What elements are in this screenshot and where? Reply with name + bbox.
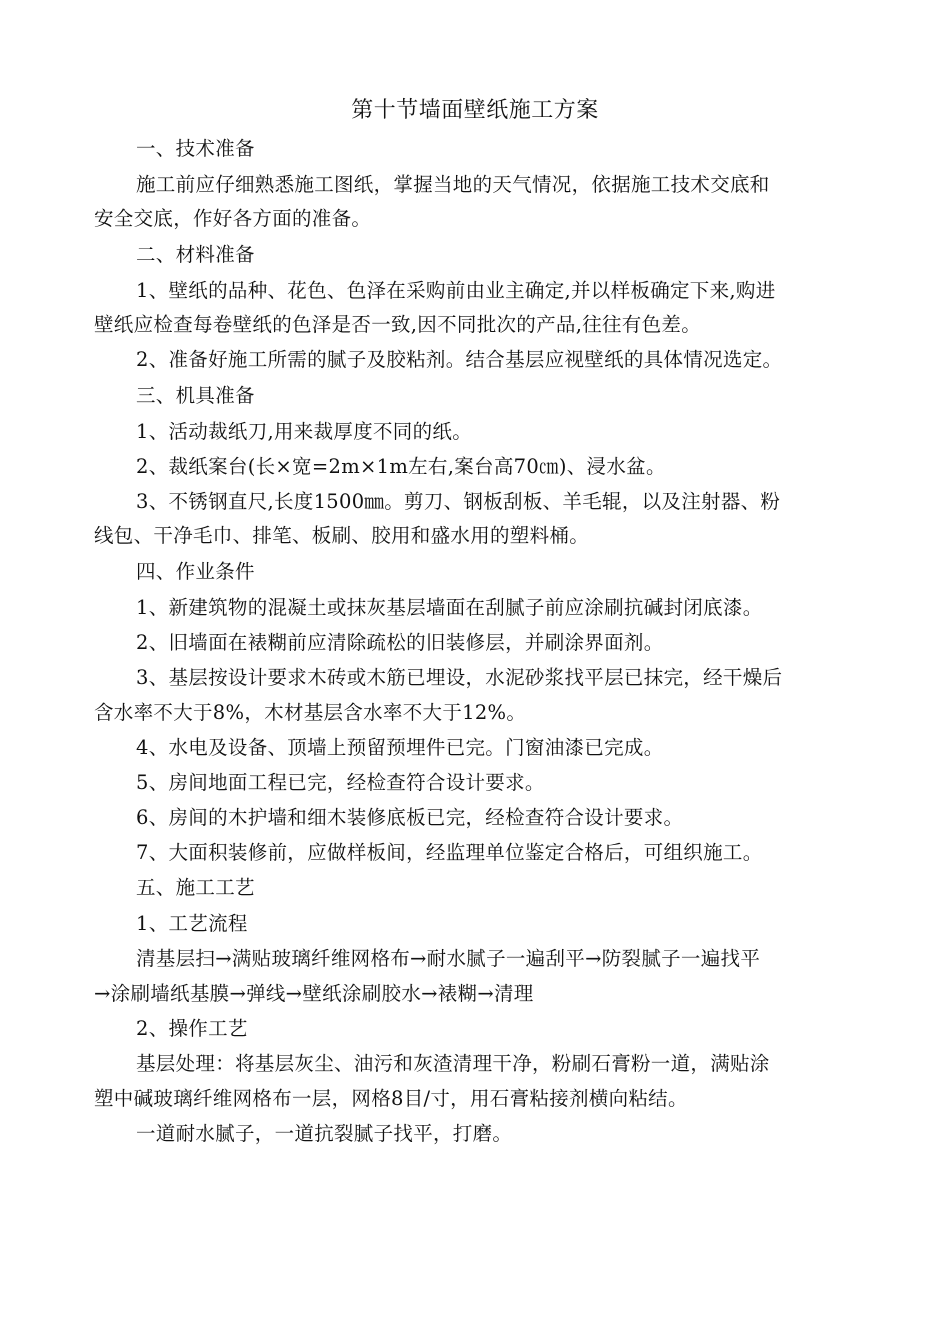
paragraph-line: 一道耐水腻子，一道抗裂腻子找平，打磨。 (136, 1122, 513, 1145)
subsection-heading: 1、工艺流程 (136, 912, 248, 935)
paragraph-line: 4、水电及设备、顶墙上预留预埋件已完。门窗油漆已完成。 (136, 736, 664, 759)
paragraph-line: 施工前应仔细熟悉施工图纸，掌握当地的天气情况，依据施工技术交底和 (136, 173, 770, 196)
paragraph-line: 3、基层按设计要求木砖或木筋已埋设，水泥砂浆找平层已抹完，经干燥后 (136, 666, 783, 689)
paragraph-line: 3、不锈钢直尺,长度1500㎜。剪刀、钢板刮板、羊毛辊，以及注射器、粉 (136, 490, 781, 513)
paragraph-line: 基层处理：将基层灰尘、油污和灰渣清理干净，粉刷石膏粉一道，满贴涂 (136, 1052, 770, 1075)
subsection-heading: 2、操作工艺 (136, 1017, 248, 1040)
paragraph-line: 壁纸应检查每卷壁纸的色泽是否一致,因不同批次的产品,往往有色差。 (94, 313, 701, 336)
document-title: 第十节墙面壁纸施工方案 (351, 98, 599, 123)
paragraph-line: →涂刷墙纸基膜→弹线→壁纸涂刷胶水→裱糊→清理 (94, 982, 534, 1005)
section-heading-4: 四、作业条件 (136, 560, 255, 583)
paragraph-line: 安全交底，作好各方面的准备。 (94, 207, 372, 230)
section-heading-1: 一、技术准备 (136, 137, 255, 160)
paragraph-line: 线包、干净毛巾、排笔、板刷、胶用和盛水用的塑料桶。 (94, 524, 590, 547)
paragraph-line: 清基层扫→满贴玻璃纤维网格布→耐水腻子一遍刮平→防裂腻子一遍找平 (136, 947, 761, 970)
paragraph-line: 2、旧墙面在裱糊前应清除疏松的旧装修层，并刷涂界面剂。 (136, 631, 664, 654)
paragraph-line: 1、新建筑物的混凝土或抹灰基层墙面在刮腻子前应涂刷抗碱封闭底漆。 (136, 596, 763, 619)
section-heading-3: 三、机具准备 (136, 384, 255, 407)
paragraph-line: 2、准备好施工所需的腻子及胶粘剂。结合基层应视壁纸的具体情况选定。 (136, 348, 783, 371)
section-heading-2: 二、材料准备 (136, 243, 255, 266)
paragraph-line: 6、房间的木护墙和细木装修底板已完，经检查符合设计要求。 (136, 806, 684, 829)
paragraph-line: 塑中碱玻璃纤维网格布一层，网格8目/寸，用石膏粘接剂横向粘结。 (94, 1087, 688, 1110)
paragraph-line: 1、活动裁纸刀,用来裁厚度不同的纸。 (136, 420, 473, 443)
paragraph-line: 含水率不大于8%，木材基层含水率不大于12%。 (94, 701, 527, 724)
paragraph-line: 7、大面积装修前，应做样板间，经监理单位鉴定合格后，可组织施工。 (136, 841, 763, 864)
section-heading-5: 五、施工工艺 (136, 876, 255, 899)
paragraph-line: 5、房间地面工程已完，经检查符合设计要求。 (136, 771, 545, 794)
paragraph-line: 1、壁纸的品种、花色、色泽在采购前由业主确定,并以样板确定下来,购进 (136, 279, 776, 302)
paragraph-line: 2、裁纸案台(长×宽=2m×1m左右,案台高70㎝)、浸水盆。 (136, 455, 666, 478)
